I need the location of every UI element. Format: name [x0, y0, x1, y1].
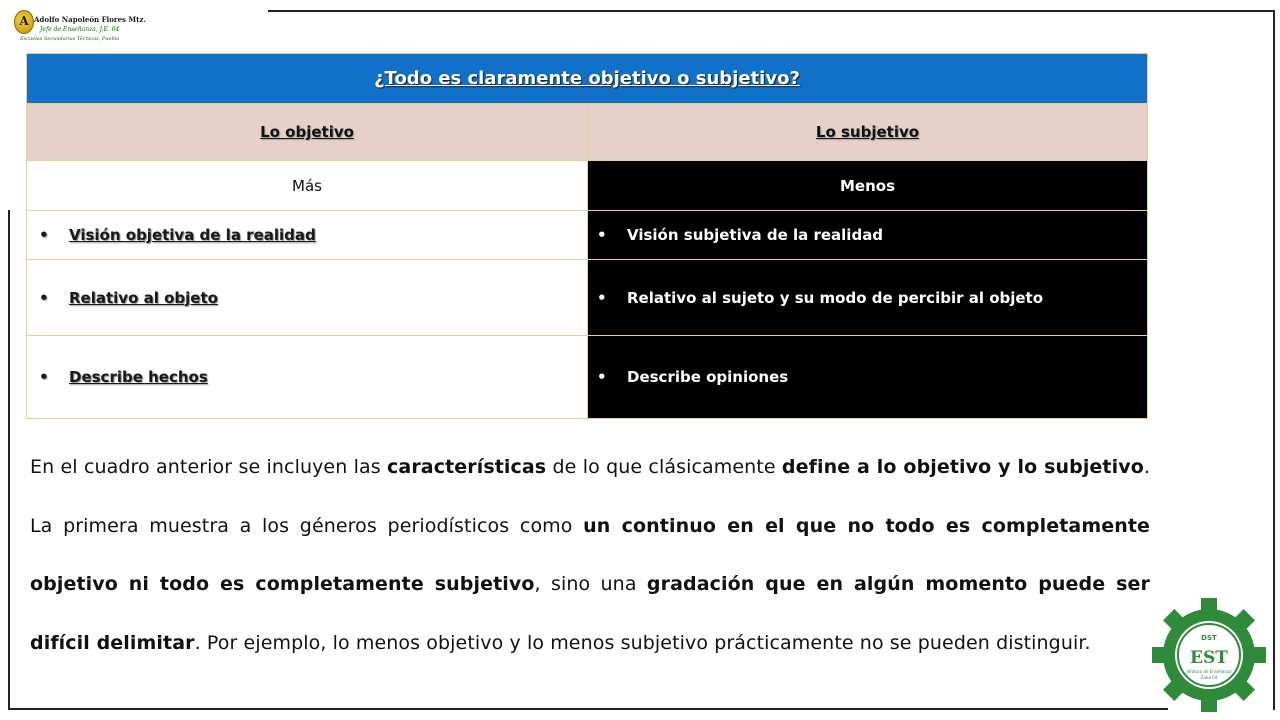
subjective-cell: • Relativo al sujeto y su modo de percibir al objeto [588, 260, 1148, 336]
logo-author-name: Adolfo Napoleón Flores Mtz. [34, 15, 146, 24]
objective-cell: • Visión objetiva de la realidad [27, 211, 588, 260]
logo-author-role: Jefe de Enseñanza, J.E. 04 [40, 26, 120, 33]
logo-author-org: Escuelas Secundarias Técnicas, Puebla [20, 36, 120, 42]
gear-line-1: Jefatura de Enseñanza [1186, 669, 1232, 674]
bullet-icon: • [39, 368, 49, 386]
author-badge-icon: A [14, 10, 34, 34]
gear-line-2: Zona 04 [1200, 675, 1218, 680]
objective-cell: • Describe hechos [27, 336, 588, 419]
scale-less-cell: Menos [588, 161, 1148, 211]
bullet-icon: • [597, 368, 607, 386]
column-header-objective: Lo objetivo [27, 104, 588, 161]
frame-left-line [8, 210, 10, 710]
bullet-icon: • [39, 288, 49, 307]
subjective-cell: • Visión subjetiva de la realidad [588, 211, 1148, 260]
frame-top-line [268, 10, 1273, 12]
frame-right-line [1273, 10, 1275, 710]
table-title: ¿Todo es claramente objetivo o subjetivo? [27, 54, 1148, 104]
gear-top-text: DST [1201, 634, 1217, 642]
table-row [27, 260, 1148, 336]
explanation-paragraph: En el cuadro anterior se incluyen las características de lo que clásicamente define a lo objetivo y lo subjetivo. La primera muestra a los géneros periodísticos como un continuo en el que no todo es completamente objetivo ni todo es completamente subjetivo, sino una gradación que en algún momento puede ser difícil delimitar. Por ejemplo, lo menos objetivo y lo menos subjetivo prácticamente no se pueden distinguir. [30, 456, 1150, 654]
gear-emblem: EST [1190, 648, 1228, 668]
frame-bottom-line [8, 708, 1168, 710]
scale-more-cell: Más [27, 161, 588, 211]
bullet-icon: • [597, 226, 607, 244]
comparison-table [26, 53, 1148, 419]
author-logo [14, 10, 146, 46]
objective-cell: • Relativo al objeto [27, 260, 588, 336]
table-row [27, 336, 1148, 419]
gear-logo [1150, 596, 1268, 714]
bullet-icon: • [597, 288, 607, 307]
bullet-icon: • [39, 226, 49, 244]
subjective-cell: • Describe opiniones [588, 336, 1148, 419]
column-header-subjective: Lo subjetivo [588, 104, 1148, 161]
table-row [27, 211, 1148, 260]
